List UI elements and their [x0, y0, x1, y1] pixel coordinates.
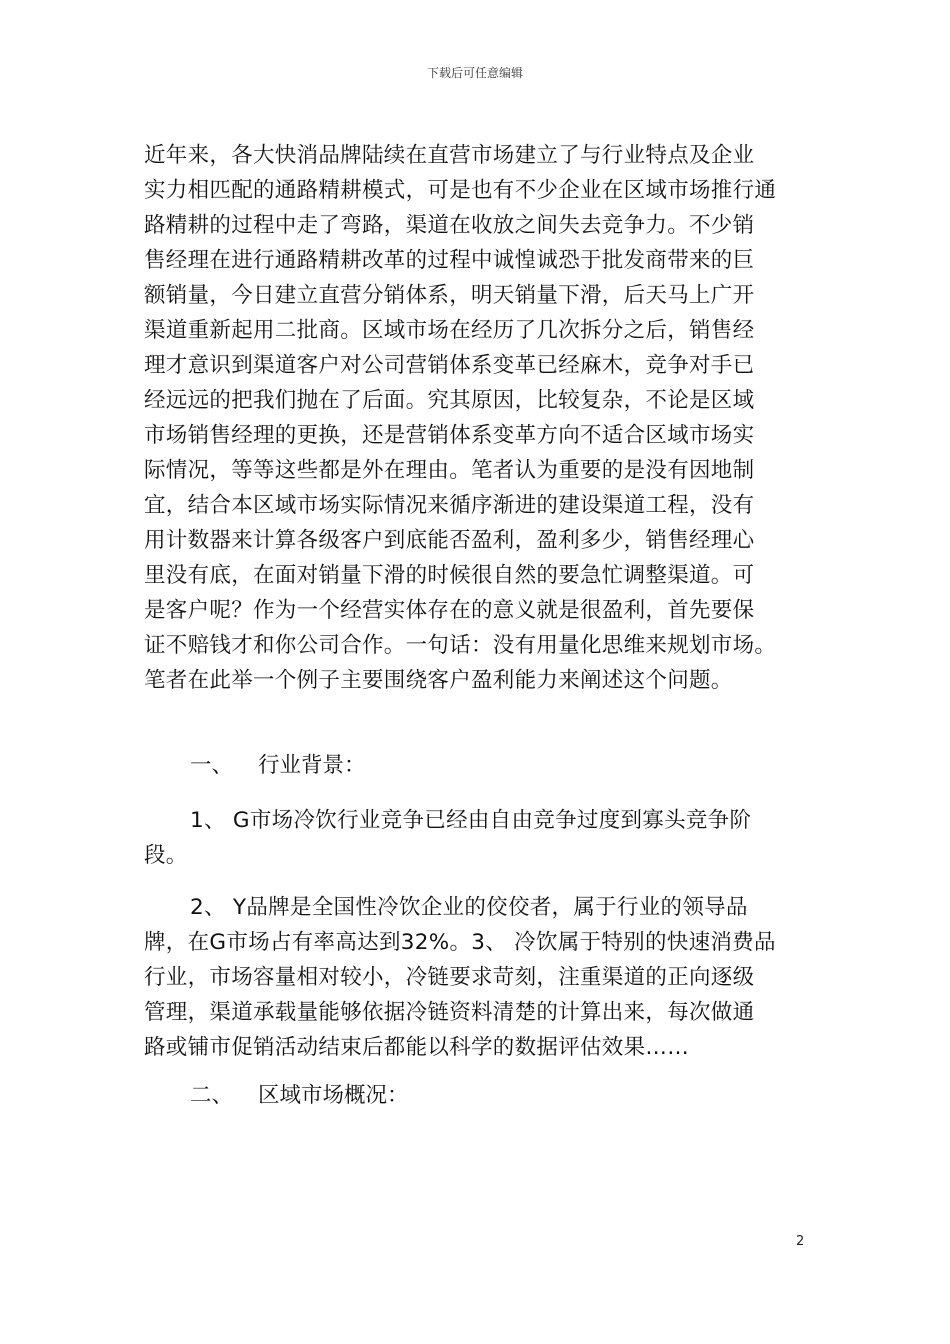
text-line: 经远远的把我们抛在了后面。究其原因，比较复杂，不论是区域 — [144, 388, 755, 413]
text-line: 段。 — [144, 843, 188, 868]
text-line: 是客户呢？作为一个经营实体存在的意义就是很盈利，首先要保 — [144, 598, 755, 623]
text-line: 近年来，各大快消品牌陆续在直营市场建立了与行业特点及企业 — [144, 143, 755, 168]
text-line: 宜，结合本区域市场实际情况来循序渐进的建设渠道工程，没有 — [144, 493, 755, 518]
text-line: 际情况，等等这些都是外在理由。笔者认为重要的是没有因地制 — [144, 458, 755, 483]
intro-paragraph — [144, 138, 814, 698]
text-line: 笔者在此举一个例子主要围绕客户盈利能力来阐述这个问题。 — [144, 668, 733, 693]
text-line: 市场销售经理的更换，还是营销体系变革方向不适合区域市场实 — [144, 423, 755, 448]
list-item-2 — [144, 890, 814, 1065]
section-heading-1 — [190, 748, 366, 783]
page-number: 2 — [796, 1234, 805, 1249]
section-heading-2 — [190, 1078, 409, 1113]
text-line: 售经理在进行通路精耕改革的过程中诚惶诚恐于批发商带来的巨 — [144, 248, 755, 273]
text-line: 管理，渠道承载量能够依据冷链资料清楚的计算出来，每次做通 — [144, 1000, 755, 1025]
text-line: 牌，在G市场占有率高达到32%。3、 冷饮属于特别的快速消费品 — [144, 930, 776, 955]
text-line: 2、 Y品牌是全国性冷饮企业的佼佼者，属于行业的领导品 — [190, 895, 748, 920]
text-line: 渠道重新起用二批商。区域市场在经历了几次拆分之后，销售经 — [144, 318, 755, 343]
text-line: 1、 G市场冷饮行业竞争已经由自由竞争过度到寡头竞争阶 — [190, 808, 752, 833]
list-item-1 — [144, 803, 814, 873]
text-line: 用计数器来计算各级客户到底能否盈利，盈利多少，销售经理心 — [144, 528, 755, 553]
section-title: 行业背景： — [258, 753, 366, 778]
text-line: 里没有底，在面对销量下滑的时候很自然的要急忙调整渠道。可 — [144, 563, 755, 588]
text-line: 实力相匹配的通路精耕模式，可是也有不少企业在区域市场推行通 — [144, 178, 777, 203]
text-line: 路精耕的过程中走了弯路，渠道在收放之间失去竞争力。不少销 — [144, 213, 755, 238]
text-line: 额销量，今日建立直营分销体系，明天销量下滑，后天马上广开 — [144, 283, 755, 308]
section-title: 区域市场概况： — [258, 1083, 409, 1108]
text-line: 行业，市场容量相对较小，冷链要求苛刻，注重渠道的正向逐级 — [144, 965, 755, 990]
section-number: 一、 — [190, 753, 234, 778]
text-line: 证不赔钱才和你公司合作。一句话：没有用量化思维来规划市场。 — [144, 633, 777, 658]
section-number: 二、 — [190, 1083, 234, 1108]
text-line: 理才意识到渠道客户对公司营销体系变革已经麻木，竞争对手已 — [144, 353, 755, 378]
text-line: 路或铺市促销活动结束后都能以科学的数据评估效果…… — [144, 1035, 690, 1060]
page-header: 下载后可任意编辑 — [426, 66, 523, 80]
